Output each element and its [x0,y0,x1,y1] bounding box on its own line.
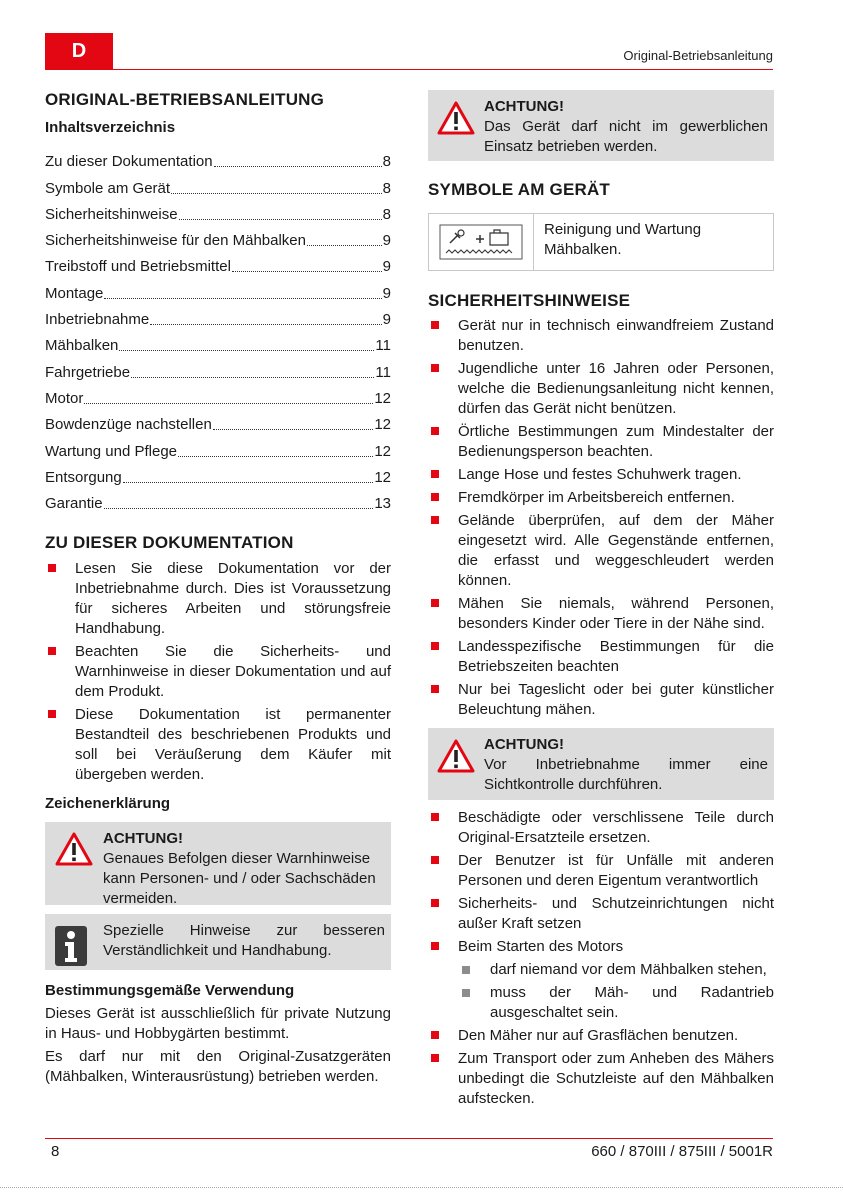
toc-entry[interactable] [45,488,391,514]
toc-entry-page: 13 [374,495,391,513]
toc-leader [131,377,374,378]
language-tab: D [45,33,113,69]
section-heading-symbols: SYMBOLE AM GERÄT [428,180,611,199]
toc-entry[interactable] [45,225,391,251]
section-heading-safety: SICHERHEITSHINWEISE [428,291,631,310]
toc-entry[interactable] [45,356,391,382]
list-item: Beschädigte oder verschlissene Teile durch Original-Ersatzteile ersetzen. [428,808,774,848]
toc-entry-page: 8 [382,179,391,197]
toc-entry-page: 11 [375,363,391,381]
table-of-contents [45,146,391,514]
toc-leader [123,482,374,483]
warning-triangle-icon [437,101,475,135]
toc-heading: Inhaltsverzeichnis [45,119,176,136]
toc-entry-page: 12 [374,389,391,407]
toc-entry-page: 8 [382,205,391,223]
warning-triangle-icon [437,739,475,773]
info-text: Spezielle Hinweise zur besseren Verständlichkeit und Handhabung. [103,922,385,960]
list-item: Gelände überprüfen, auf dem der Mäher eingesetzt wird. Alle Gegenstände entfernen, die erfasst und weggeschleudert werden können. [428,511,774,591]
toc-entry-title: Sicherheitshinweise [45,205,178,223]
sub-list-item: darf niemand vor dem Mähbalken stehen, [428,960,774,980]
intended-use-heading: Bestimmungsgemäße Verwendung [45,982,295,1000]
page-number: 8 [51,1143,60,1160]
toc-entry-title: Fahrgetriebe [45,363,131,381]
toc-entry[interactable] [45,462,391,488]
toc-entry-title: Entsorgung [45,468,122,486]
toc-entry[interactable] [45,304,391,330]
toc-entry-page: 12 [374,416,391,434]
toc-leader [232,271,382,272]
symbol-description: Reinigung und Wartung Mähbalken. [544,221,702,258]
warning-box-commercial [428,90,774,161]
right-column [428,90,774,1112]
safety-list [428,316,774,720]
legend-heading: Zeichenerklärung [45,795,171,813]
header-divider [45,69,773,70]
toc-entry-page: 11 [375,337,391,355]
toc-leader [150,324,381,325]
list-item: Lange Hose und festes Schuhwerk tragen. [428,465,774,485]
toc-entry-title: Inbetriebnahme [45,311,150,329]
list-item: Mähen Sie niemals, während Personen, besonders Kinder oder Tiere in der Nähe sind. [428,594,774,634]
toc-entry-title: Wartung und Pflege [45,442,178,460]
toc-entry[interactable] [45,383,391,409]
section-heading-documentation: ZU DIESER DOKUMENTATION [45,533,294,553]
left-column [45,88,391,1087]
intended-use-paragraph-2: Es darf nur mit den Original-Zusatzgeräten (Mähbalken, Winterausrüstung) betrieben werden. [45,1048,391,1086]
toc-entry[interactable] [45,146,391,172]
warning-box-legend [45,822,391,908]
toc-entry-page: 9 [382,284,391,302]
info-box [45,914,391,970]
symbol-cell [429,214,534,270]
toc-leader [119,350,374,351]
toc-entry[interactable] [45,172,391,198]
toc-entry-page: 12 [374,442,391,460]
list-item: Gerät nur in technisch einwandfreiem Zustand benutzen. [428,316,774,356]
model-list: 660 / 870III / 875III / 5001R [591,1143,773,1160]
list-item: Lesen Sie diese Dokumentation vor der Inbetriebnahme durch. Dies ist Voraussetzung für sicheres Arbeiten und störungsfreie Handhabung. [45,559,391,639]
documentation-list [45,559,391,785]
footer-divider [45,1138,773,1139]
toc-entry-page: 9 [382,311,391,329]
toc-entry-title: Mähbalken [45,337,119,355]
toc-entry[interactable] [45,277,391,303]
list-item: Diese Dokumentation ist permanenter Bestandteil des beschriebenen Produkts und soll bei Veräußerung dem Käufer mit übergeben werden. [45,705,391,785]
toc-entry-page: 8 [382,153,391,171]
warning-triangle-icon [55,832,93,866]
toc-leader [179,219,382,220]
warning-title: ACHTUNG! [484,98,564,115]
toc-entry-page: 9 [382,258,391,276]
symbol-table [428,213,774,271]
sub-list-item: muss der Mäh- und Radantrieb ausgeschaltet sein. [428,983,774,1023]
safety-list-final [428,1026,774,1109]
toc-entry[interactable] [45,251,391,277]
header-title: Original-Betriebsanleitung [623,48,773,63]
toc-entry-title: Sicherheitshinweise für den Mähbalken [45,232,306,250]
list-item: Beachten Sie die Sicherheits- und Warnhinweise in dieser Dokumentation und auf dem Produkt. [45,642,391,702]
document-title: ORIGINAL-BETRIEBSANLEITUNG [45,90,325,109]
list-item: Fremdkörper im Arbeitsbereich entfernen. [428,488,774,508]
toc-entry-title: Symbole am Gerät [45,179,171,197]
warning-box-visual-check [428,728,774,800]
list-item: Nur bei Tageslicht oder bei guter künstlicher Beleuchtung mähen. [428,680,774,720]
toc-leader [84,403,373,404]
toc-entry-page: 9 [382,232,391,250]
list-item: Jugendliche unter 16 Jahren oder Personen, welche die Bedienungsanleitung nicht kennen, dürfen das Gerät nicht benützen. [428,359,774,419]
toc-entry-title: Montage [45,284,104,302]
toc-entry[interactable] [45,199,391,225]
toc-leader [307,245,382,246]
list-item: Landesspezifische Bestimmungen für die Betriebszeiten beachten [428,637,774,677]
info-icon [55,926,87,966]
toc-entry[interactable] [45,330,391,356]
warning-text: Das Gerät darf nicht im gewerblichen Einsatz betrieben werden. [484,118,768,155]
toc-entry[interactable] [45,435,391,461]
toc-entry-title: Treibstoff und Betriebsmittel [45,258,231,276]
page-edge [0,1187,843,1188]
toc-entry-title: Motor [45,389,84,407]
safety-list-continued [428,808,774,957]
list-item: Zum Transport oder zum Anheben des Mähers unbedingt die Schutzleiste auf den Mähbalken aufstecken. [428,1049,774,1109]
toc-leader [213,429,374,430]
intended-use-paragraph-1: Dieses Gerät ist ausschließlich für private Nutzung in Haus- und Hobbygärten bestimmt. [45,1005,391,1043]
toc-entry[interactable] [45,409,391,435]
warning-text: Vor Inbetriebnahme immer eine Sichtkontrolle durchführen. [484,756,768,793]
toc-leader [104,508,374,509]
list-item: Örtliche Bestimmungen zum Mindestalter der Bedienungsperson beachten. [428,422,774,462]
toc-leader [171,193,382,194]
toc-leader [104,298,381,299]
toc-entry-title: Zu dieser Dokumentation [45,153,213,171]
warning-text: Genaues Befolgen dieser Warnhinweise kann Personen- und / oder Sachschäden vermeiden. [103,850,376,908]
toc-entry-title: Bowdenzüge nachstellen [45,416,212,434]
toc-leader [214,166,382,167]
toc-entry-page: 12 [374,468,391,486]
list-item: Den Mäher nur auf Grasflächen benutzen. [428,1026,774,1046]
list-item: Sicherheits- und Schutzeinrichtungen nicht außer Kraft setzen [428,894,774,934]
maintenance-symbol-icon [438,223,524,261]
engine-start-sublist [428,960,774,1023]
toc-leader [178,456,373,457]
list-item: Beim Starten des Motors [428,937,774,957]
warning-title: ACHTUNG! [484,736,564,753]
toc-entry-title: Garantie [45,495,103,513]
list-item: Der Benutzer ist für Unfälle mit anderen Personen und deren Eigentum verantwortlich [428,851,774,891]
warning-title: ACHTUNG! [103,830,183,848]
